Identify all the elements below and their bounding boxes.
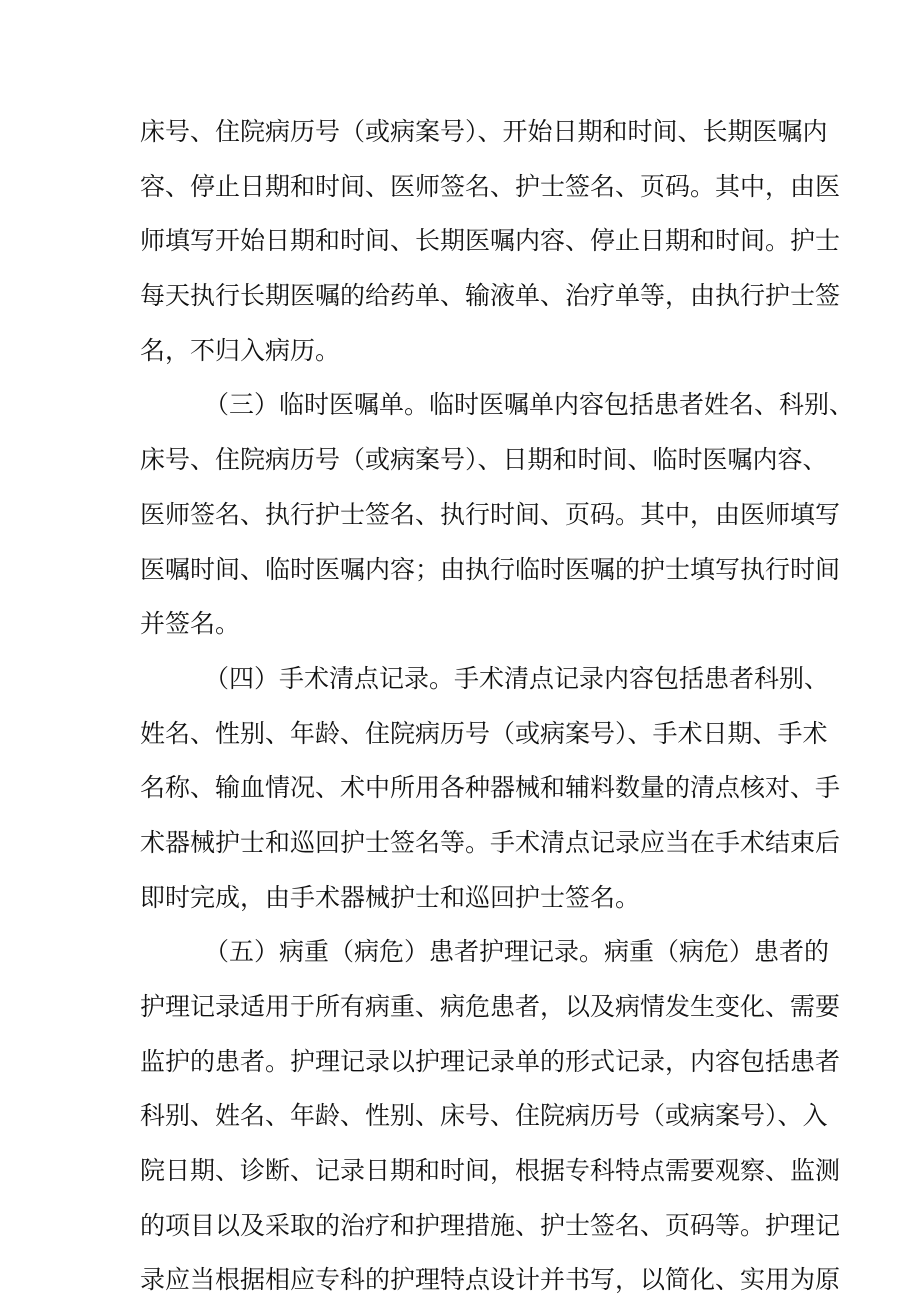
- text-line: 床号、住院病历号（或病案号）、开始日期和时间、长期医嘱内: [140, 117, 828, 146]
- text-line: 医师签名、执行护士签名、执行时间、页码。其中，由医师填写: [140, 499, 841, 529]
- text-line: 每天执行长期医嘱的给药单、输液单、治疗单等，由执行护士签: [140, 281, 841, 311]
- text-line: 监护的患者。护理记录以护理记录单的形式记录，内容包括患者: [140, 1046, 841, 1076]
- section-heading-line: （三）临时医嘱单。临时医嘱单内容包括患者姓名、科别、: [204, 390, 855, 420]
- text-line: 名称、输血情况、术中所用各种器械和辅料数量的清点核对、手: [140, 773, 841, 803]
- text-line: 即时完成，由手术器械护士和巡回护士签名。: [140, 882, 641, 912]
- text-line: 师填写开始日期和时间、长期医嘱内容、停止日期和时间。护士: [140, 226, 841, 256]
- text-line: 录应当根据相应专科的护理特点设计并书写，以简化、实用为原: [140, 1265, 841, 1295]
- section-heading-line: （五）病重（病危）患者护理记录。病重（病危）患者的: [204, 937, 830, 967]
- text-line: 容、停止日期和时间、医师签名、护士签名、页码。其中，由医: [140, 171, 841, 201]
- text-line: 名，不归入病历。: [140, 335, 341, 365]
- text-line: 姓名、性别、年龄、住院病历号（或病案号）、手术日期、手术: [140, 718, 828, 748]
- text-line: 并签名。: [140, 609, 241, 639]
- text-line: 的项目以及采取的治疗和护理措施、护士签名、页码等。护理记: [140, 1210, 841, 1240]
- text-line: 术器械护士和巡回护士签名等。手术清点记录应当在手术结束后: [140, 827, 841, 857]
- text-line: 院日期、诊断、记录日期和时间，根据专科特点需要观察、监测: [140, 1156, 841, 1186]
- document-body: [140, 105, 855, 1308]
- text-line: 护理记录适用于所有病重、病危患者，以及病情发生变化、需要: [140, 992, 841, 1021]
- text-line: 床号、住院病历号（或病案号）、日期和时间、临时医嘱内容、: [140, 445, 828, 475]
- text-line: 科别、姓名、年龄、性别、床号、住院病历号（或病案号）、入: [140, 1101, 828, 1131]
- text-line: 医嘱时间、临时医嘱内容；由执行临时医嘱的护士填写执行时间: [140, 554, 841, 584]
- section-heading-line: （四）手术清点记录。手术清点记录内容包括患者科别、: [204, 663, 830, 693]
